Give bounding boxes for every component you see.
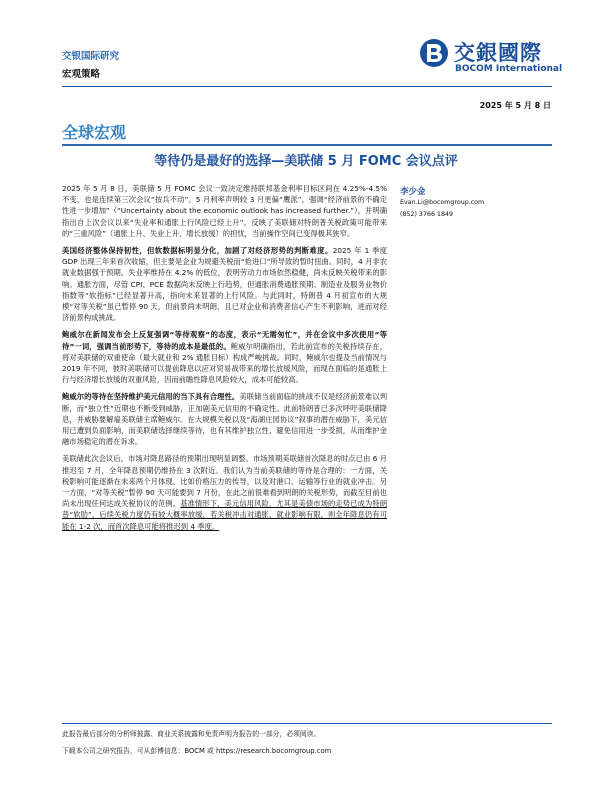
header-divider <box>62 86 552 87</box>
author-name: 李少金 <box>400 187 426 197</box>
paragraph-credit-lead: 鲍威尔的等待在坚持维护美元信用的当下具有合理性。 <box>62 392 240 402</box>
report-title: 等待仍是最好的选择—美联储 5 月 FOMC 会议点评 <box>154 154 458 169</box>
footer-disclaimer: 此报告最后部分的分析师披露、商业关系披露和免责声明为报告的一部分，必须阅读。 <box>62 730 321 738</box>
paragraph-economy-lead: 美国经济整体保持韧性，但软数据标明显分化，加剧了对经济形势的判断难度。 <box>62 246 333 256</box>
research-org: 交银国际研究 <box>62 51 120 62</box>
paragraph-economy <box>62 245 387 323</box>
author-email: Evan.Li@bocomgroup.com <box>400 199 485 206</box>
report-body <box>62 183 387 538</box>
logo-text-en: BOCOM International <box>455 64 563 74</box>
footer-divider <box>62 723 552 724</box>
paragraph-outlook <box>62 453 387 531</box>
paragraph-outlook-underlined: 基准情形下，美元信用风险，尤其是美债市场的走势已成为特朗普“软肋”，后续关税力度仍有较大概率放缓，若关税冲击对通胀、就业影响有限，则全年降息仍有可能在 1-2 次，而首次降息可能将推迟到 4 季度。 <box>62 499 388 531</box>
author-phone: (852) 3766 1849 <box>400 211 453 218</box>
paragraph-credit-text: 美联储当前面临的挑战不仅是经济前景难以判断，而“独立性”近期也不断受到威胁，正加剧美元信用的不确定性。此前特朗普已多次呼吁美联储降息，并威胁要解雇美联储主席鲍威尔。在大规模关税以及“海湖庄园协议”叙事的潜在威胁下，美元信用已遭到负面影响，而美联储选择继续等待，也有其维护独立性、避免信用进一步受损，从而维护金融市场稳定的潜在诉求。 <box>62 392 388 447</box>
section-title: 全球宏观 <box>62 123 127 142</box>
footer-download: 下载本公司之研究报告，可从彭博信息：BOCM 或 https://research.bocomgroup.com <box>62 747 332 755</box>
paragraph-outlook-text: 美联储此次会议后，市场对降息路径的预期出现明显调整。市场预期美联储首次降息的时点已由 6 月推迟至 7 月，全年降息预期仍维持在 3 次附近。我们认为当前美联储的等待是合理的：一方面，关税影响可能逐渐在未来两个月体现，比如价格压力的传导，以及对港口、运输等行业的就业冲击。另一方面，“对等关税”暂停 90 天可能要到 7 月份，在此之前很难看到明朗的关税形势，而截至目前也尚未出现任何达成关税协议的范例。 <box>62 454 387 509</box>
paragraph-economy-text: 2025 年 1 季度 GDP 出现三年来首次收缩，但主要是企业为规避关税而“抢进口”所导致的暂时扭曲。同时，4 月非农就业数据强于预期，失业率维持在 4.2% 的低位，表明劳动力市场依然稳健，尚未反映关税带来的影响。通胀方面，尽管 CPI、PCE 数据尚未反映上行趋势，但通胀消费通胀预期、制造业及服务业物价指数等“软指标”已经显著升高，指向未来显著的上行风险。与此同时，特朗普 4 月初宣布的大规模“对等关税”虽已暂停 90 天，但前景尚未明朗，且已对企业和消费者信心产生不利影响，进而对经济前景构成挑战。 <box>62 246 388 323</box>
logo-text-cn: 交銀國際 <box>454 41 542 65</box>
paragraph-intro: 2025 年 5 月 8 日，美联储 5 月 FOMC 会议一致决定维持联邦基金利率目标区间在 4.25%-4.5% 不变，也是连续第三次会议“按兵不动”。5 月利率声明较 3 月更偏“鹰派”，强调“经济前景的不确定性进一步增加”（“Uncertainty about the economic outlook has increased further.”），并明确指出自上次会议以来“失业率和通胀上行风险已经上升”，反映了美联储对特朗普关税政策可能带来的“三重风险”（通胀上升、失业上升、增长放缓）的担忧，当前操作空间已变得极其狭窄。 <box>62 184 387 238</box>
bocom-logo-icon <box>418 37 450 69</box>
report-date: 2025 年 5 月 8 日 <box>479 101 551 110</box>
paragraph-powell <box>62 329 387 385</box>
report-category: 宏观策略 <box>62 69 101 80</box>
bocom-logo <box>418 37 568 77</box>
paragraph-credit <box>62 391 387 447</box>
paragraph-powell-lead: 鲍威尔在新闻发布会上反复强调“等待观察”的态度，表示“无需匆忙”，并在会议中多次使用“等待”一词，强调当前形势下，等待的成本是最低的。 <box>62 330 387 351</box>
section-divider <box>62 144 552 146</box>
paragraph-powell-text: 鲍威尔明确指出，若此前宣布的关税持续存在，将对美联储的双重使命（最大就业和 2% 通胀目标）构成严峻挑战。同时，鲍威尔也提及当前情况与 2019 年不同，彼时美联储可以提前降息以应对贸易战带来的增长放缓风险，而现在面临的是通胀上行与经济增长放缓的双重风险，因而前瞻性降息风险较大，成本可能较高。 <box>62 341 388 385</box>
